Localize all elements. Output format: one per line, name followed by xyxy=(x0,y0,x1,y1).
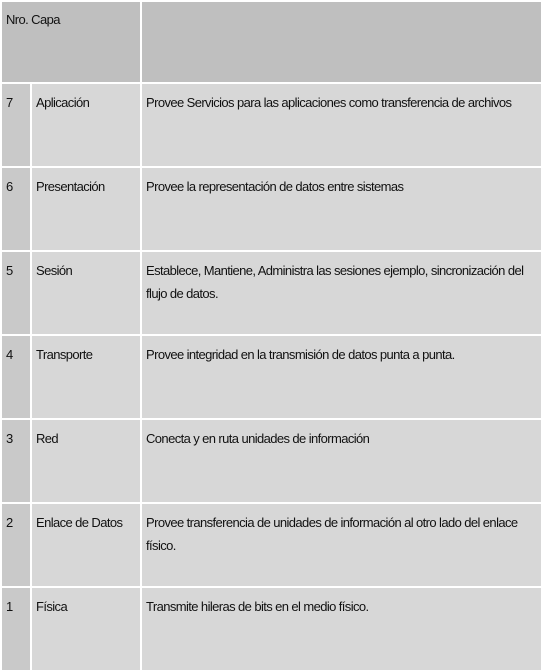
table-row-layer-4 xyxy=(1,335,542,419)
table-row-layer-5 xyxy=(1,251,542,335)
layer-description: Establece, Mantiene, Administra las sesiones ejemplo, sincronización del flujo de datos. xyxy=(141,251,542,335)
layer-number: 2 xyxy=(1,503,31,587)
layer-name: Red xyxy=(31,419,141,503)
header-nro-capa: Nro. Capa xyxy=(1,1,141,83)
layer-name: Presentación xyxy=(31,167,141,251)
layer-number: 6 xyxy=(1,167,31,251)
layer-name: Aplicación xyxy=(31,83,141,167)
layer-name: Sesión xyxy=(31,251,141,335)
table-row-layer-2 xyxy=(1,503,542,587)
table-header-row xyxy=(1,1,542,83)
layer-number: 1 xyxy=(1,587,31,671)
table-row-layer-7 xyxy=(1,83,542,167)
layer-name: Física xyxy=(31,587,141,671)
layer-description: Provee Servicios para las aplicaciones como transferencia de archivos xyxy=(141,83,542,167)
layer-number: 3 xyxy=(1,419,31,503)
layer-number: 7 xyxy=(1,83,31,167)
table-row-layer-3 xyxy=(1,419,542,503)
layer-number: 5 xyxy=(1,251,31,335)
layer-description: Transmite hileras de bits en el medio físico. xyxy=(141,587,542,671)
table-row-layer-1 xyxy=(1,587,542,671)
table-row-layer-6 xyxy=(1,167,542,251)
layer-description: Provee transferencia de unidades de información al otro lado del enlace físico. xyxy=(141,503,542,587)
layer-name: Transporte xyxy=(31,335,141,419)
layer-description: Provee integridad en la transmisión de datos punta a punta. xyxy=(141,335,542,419)
layer-number: 4 xyxy=(1,335,31,419)
layer-name: Enlace de Datos xyxy=(31,503,141,587)
header-description xyxy=(141,1,542,83)
layer-description: Provee la representación de datos entre sistemas xyxy=(141,167,542,251)
layer-description: Conecta y en ruta unidades de información xyxy=(141,419,542,503)
